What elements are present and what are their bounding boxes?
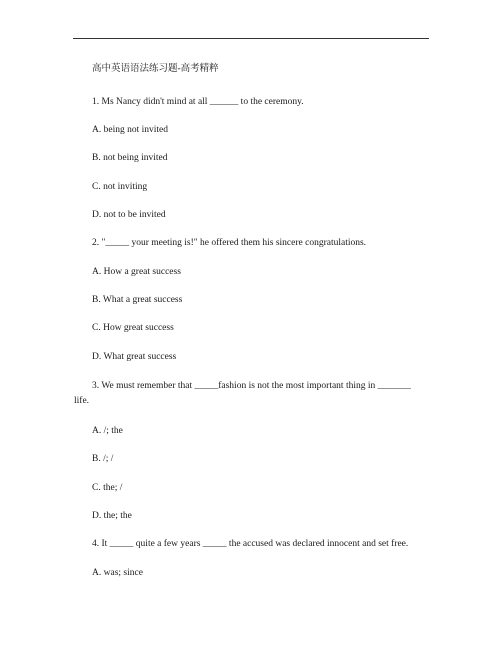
header-rule [73, 38, 429, 39]
question-3-option-d: D. the; the [92, 511, 132, 521]
question-1-option-c: C. not inviting [92, 182, 148, 192]
question-3-option-a: A. /; the [92, 426, 123, 436]
question-2-option-a: A. How a great success [92, 267, 181, 277]
question-2-option-c: C. How great success [92, 323, 174, 333]
question-3-stem: 3. We must remember that _____fashion is not the most important thing in _______ life. [74, 381, 411, 406]
question-4-stem: 4. It _____ quite a few years _____ the accused was declared innocent and set free. [92, 539, 409, 549]
question-2-option-d: D. What great success [92, 352, 177, 362]
question-2-option-b: B. What a great success [92, 295, 183, 305]
question-1-stem: 1. Ms Nancy didn't mind at all ______ to the ceremony. [92, 97, 304, 107]
question-1-option-b: B. not being invited [92, 153, 168, 163]
document-title: 高中英语语法练习题-高考精粹 [92, 64, 219, 74]
question-1-option-a: A. being not invited [92, 125, 168, 135]
question-1-option-d: D. not to be invited [92, 210, 166, 220]
question-3-option-b: B. /; / [92, 454, 114, 464]
question-2-stem: 2. "_____ your meeting is!" he offered them his sincere congratulations. [92, 238, 367, 248]
question-4-option-a: A. was; since [92, 568, 143, 578]
question-3-option-c: C. the; / [92, 483, 123, 493]
